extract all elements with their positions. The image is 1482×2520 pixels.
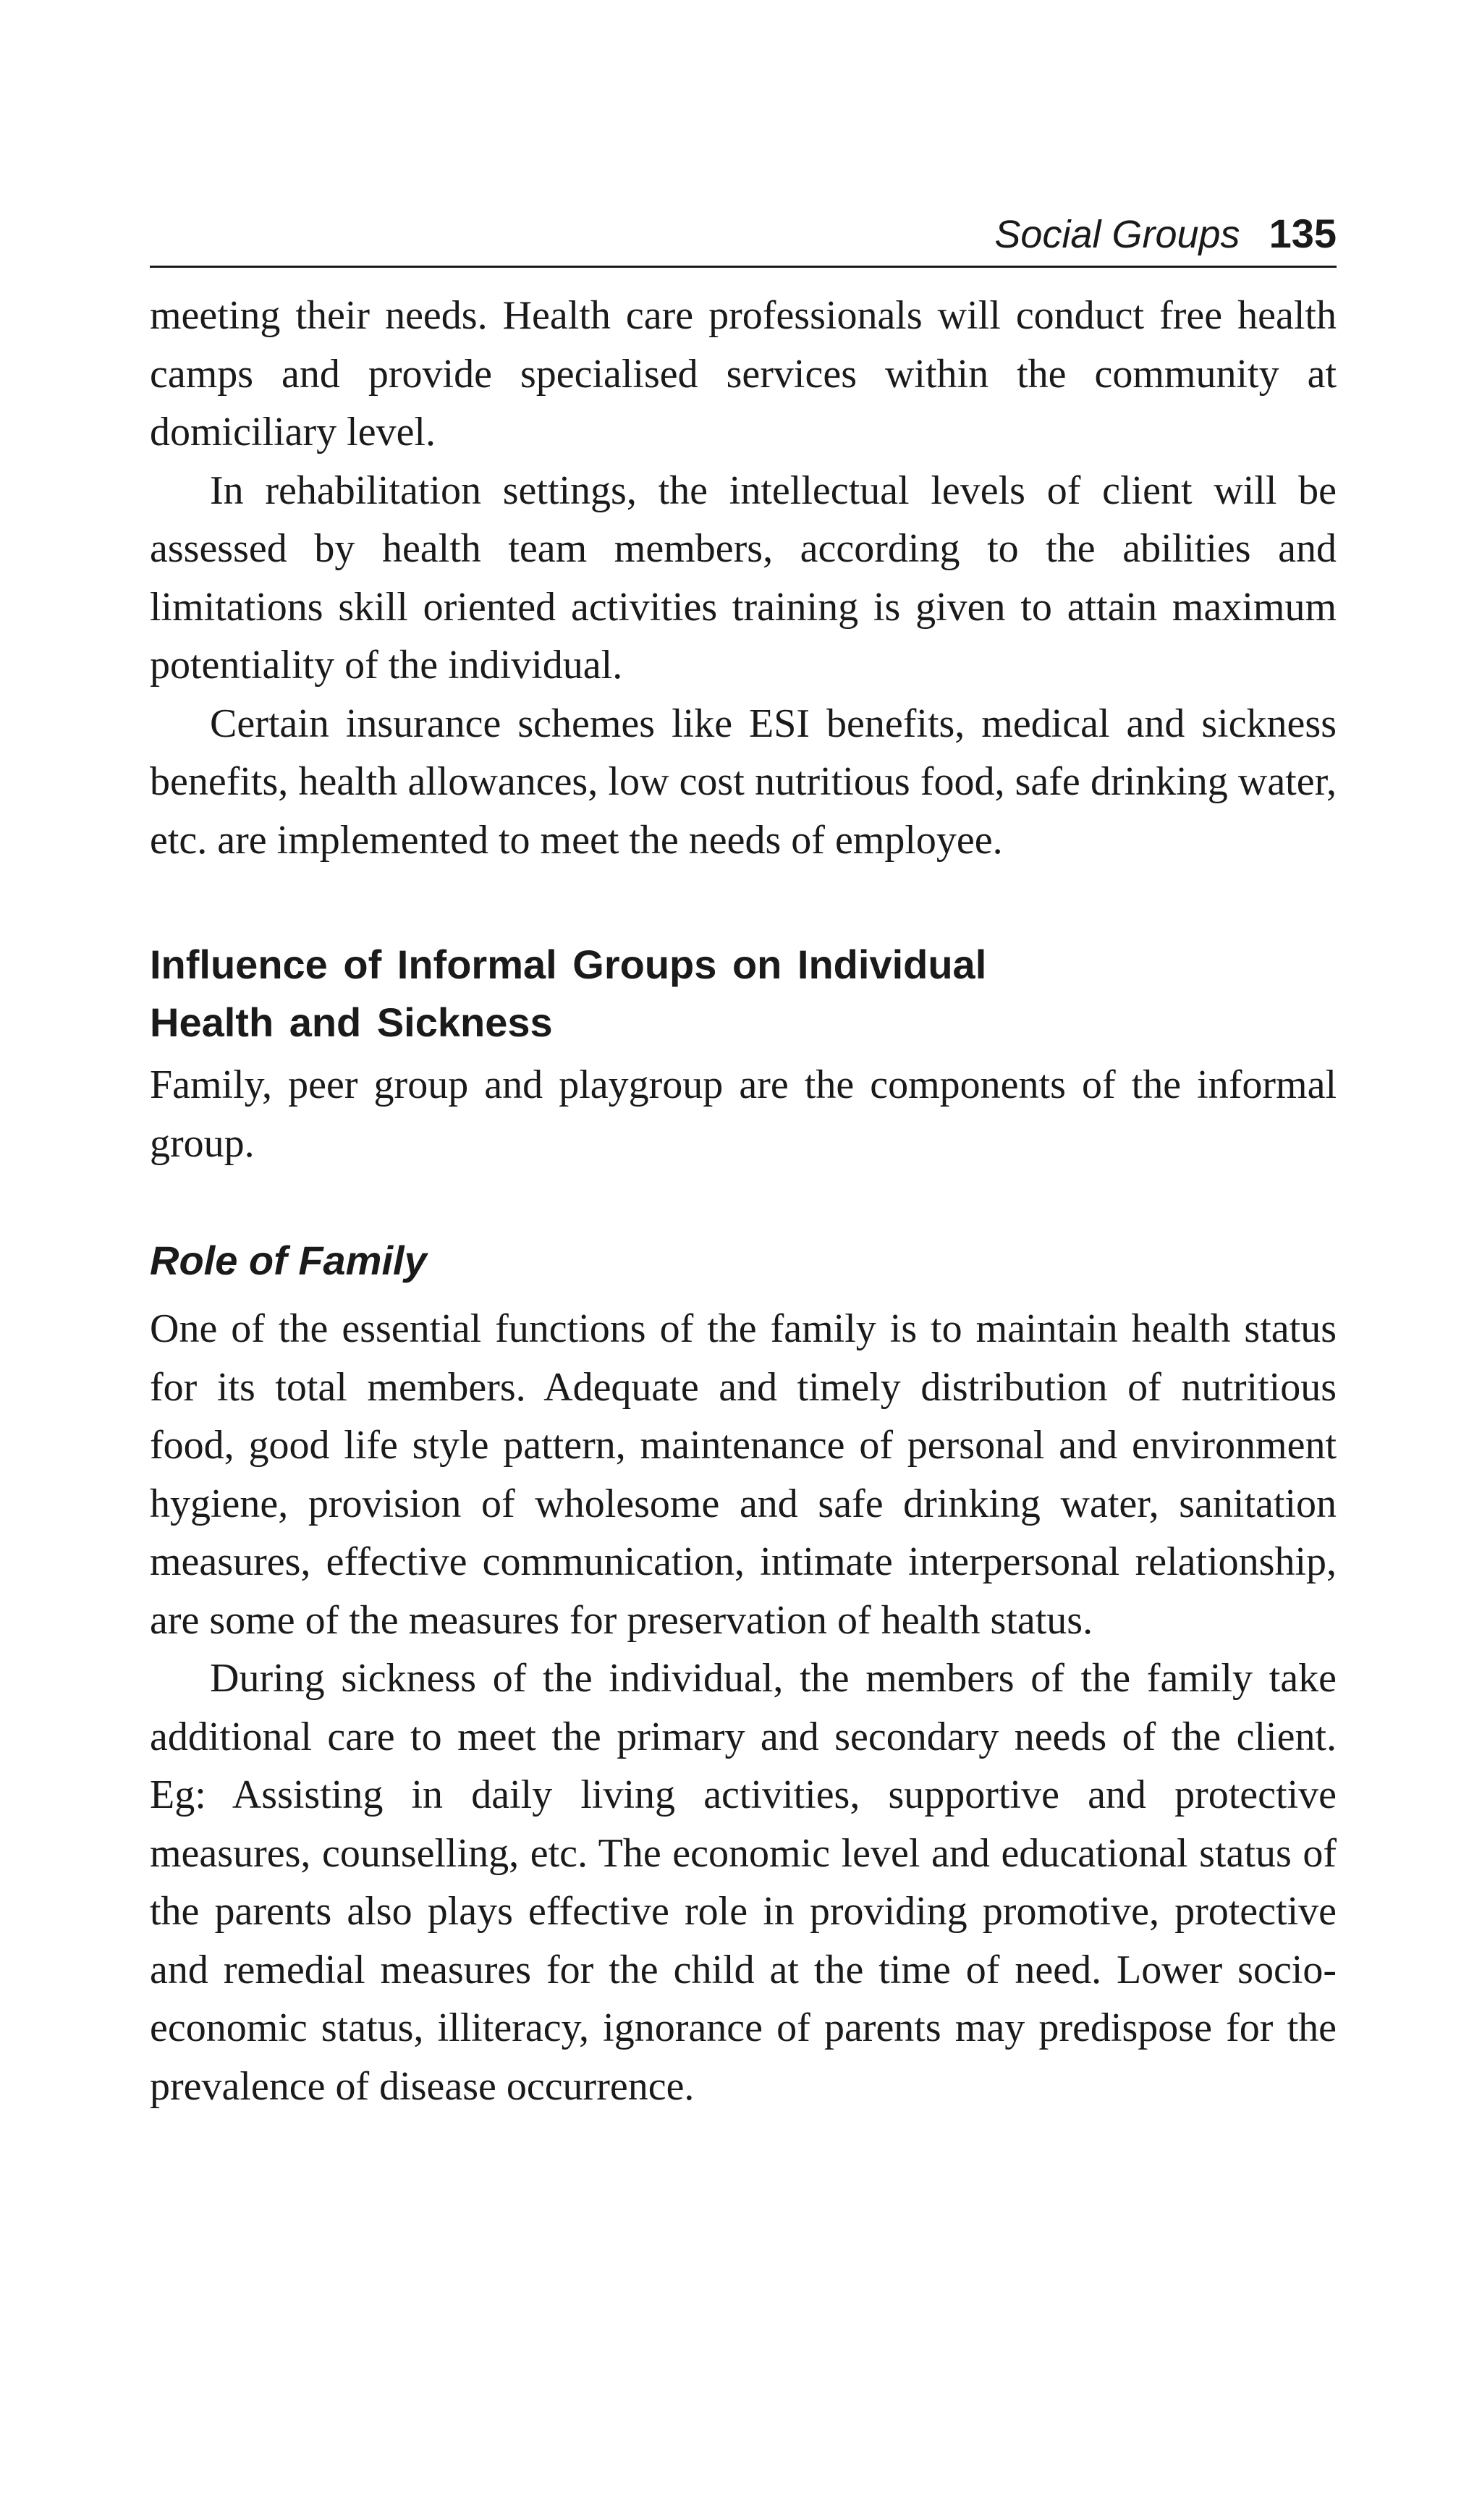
paragraph-insurance: Certain insurance schemes like ESI benefits, medical and sickness benefits, health allowances, low cost nutritious food, safe drinking water, etc. are implemented to meet the needs of employee. (150, 701, 1337, 863)
paragraph-continuation: meeting their needs. Health care professionals will conduct free health camps and provide specialised services within the community at domiciliary level. (150, 293, 1337, 454)
section-heading (150, 936, 1337, 1052)
running-title: Social Groups (994, 213, 1240, 256)
subsection-heading: Role of Family (150, 1238, 427, 1283)
page-number: 135 (1269, 211, 1337, 256)
section-heading-line-1: Influence of Informal Groups on Individual (150, 942, 987, 987)
paragraph-family-sickness: During sickness of the individual, the members of the family take additional care to meet the primary and secondary needs of the client. Eg: Assisting in daily living activities, supportive and protective measures, counselling, etc. The economic level and educational status of the parents also plays effective role in providing promotive, protective and remedial measures for the child at the time of need. Lower socio-economic status, illiteracy, ignorance of parents may predispose for the prevalence of disease occurrence. (150, 1656, 1337, 2109)
book-page (150, 210, 1337, 2115)
section-heading-line-2: Health and Sickness (150, 999, 553, 1045)
paragraph-informal-group: Family, peer group and playgroup are the components of the informal group. (150, 1062, 1337, 1166)
paragraph-family-functions: One of the essential functions of the family is to maintain health status for its total members. Adequate and timely distribution of nutritious food, good life style pattern, maintenance of personal and environment hygiene, provision of wholesome and safe drinking water, sanitation measures, effective communication, intimate interpersonal relationship, are some of the measures for preservation of health status. (150, 1306, 1337, 1643)
paragraph-rehabilitation: In rehabilitation settings, the intellectual levels of client will be assessed by health team members, according to the abilities and limitations skill oriented activities training is given to attain maximum potentiality of the individual. (150, 468, 1337, 688)
running-header (150, 210, 1337, 268)
